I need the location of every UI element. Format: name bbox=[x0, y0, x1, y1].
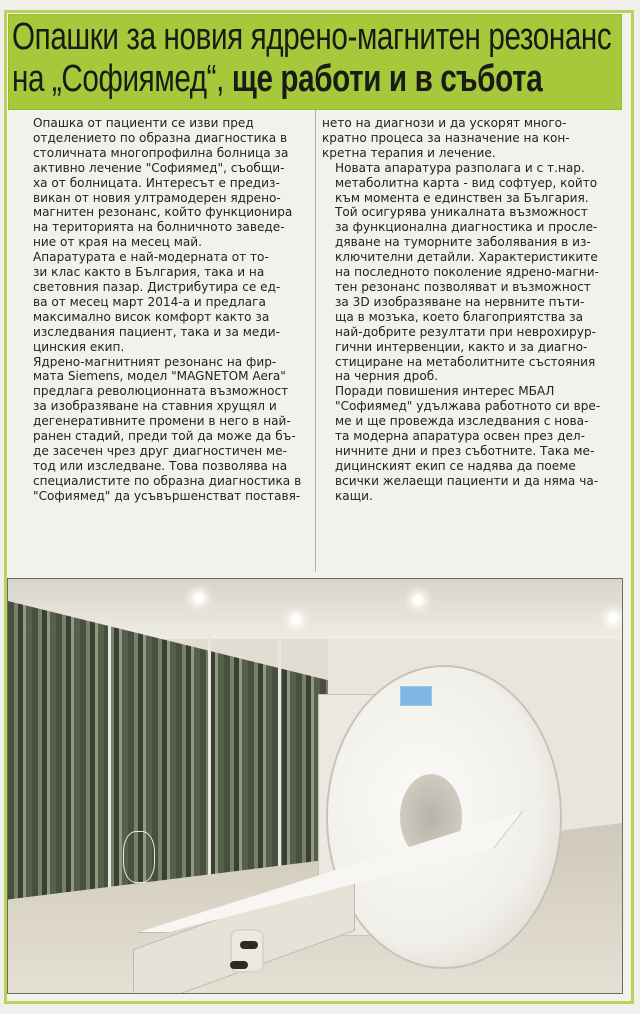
column-divider bbox=[315, 110, 316, 572]
paragraph-line: за функционална диагностика и просле- bbox=[335, 220, 598, 235]
paragraph-line: ме и ще провежда изследвания с нова- bbox=[335, 414, 589, 429]
paragraph-line: на последното поколение ядрено-магни- bbox=[335, 265, 599, 280]
paragraph-line: дегенеративните промени в него в най- bbox=[33, 414, 291, 429]
paragraph-line: тод или изследване. Това позволява на bbox=[33, 458, 288, 473]
article-photo bbox=[7, 578, 623, 994]
paragraph-line: метаболитна карта - вид софтуер, който bbox=[335, 175, 598, 190]
iv-tube bbox=[123, 831, 155, 883]
paragraph-line: цинския екип. bbox=[33, 339, 125, 354]
article-paragraph bbox=[322, 161, 618, 385]
article-paragraph bbox=[20, 355, 312, 504]
ceiling-light bbox=[194, 593, 204, 603]
headline-line-1: Опашки за новия ядрено-магнитен резонанс bbox=[12, 16, 612, 58]
paragraph-line: ранен стадий, преди той да може да бъ- bbox=[33, 429, 296, 444]
paragraph-line: световния пазар. Дистрибутира се ед- bbox=[33, 279, 281, 294]
paragraph-line: кретна терапия и лечение. bbox=[322, 145, 496, 160]
headline-bold: ще работи и в събота bbox=[224, 58, 543, 100]
paragraph-line: предлага революционната възможност bbox=[33, 384, 289, 399]
paragraph-line: ва от месец март 2014-а и предлага bbox=[33, 294, 266, 309]
paragraph-line: специалистите по образна диагностика в bbox=[33, 473, 302, 488]
article-paragraph bbox=[20, 116, 312, 250]
paragraph-line: мата Siemens, модел "MAGNETOM Aera" bbox=[33, 369, 286, 384]
paragraph-line: викан от новия ултрамодерен ядрено- bbox=[33, 190, 281, 205]
left-column bbox=[20, 116, 312, 504]
article-paragraph bbox=[20, 250, 312, 354]
paragraph-line: дицинският екип се надява да поеме bbox=[335, 458, 576, 473]
panel-seam bbox=[278, 639, 281, 899]
paragraph-line: отделението по образна диагностика в bbox=[33, 130, 288, 145]
paragraph-line: Апаратурата е най-модерната от то- bbox=[33, 250, 269, 265]
paragraph-line: Той осигурява уникалната възможност bbox=[335, 205, 588, 220]
paragraph-line: за 3D изобразяване на нервните пъти- bbox=[335, 294, 585, 309]
ceiling-light bbox=[413, 595, 423, 605]
paragraph-line: Поради повишения интерес МБАЛ bbox=[335, 384, 555, 399]
paragraph-line: ничните дни и през съботните. Така ме- bbox=[335, 443, 595, 458]
paragraph-line: зи клас както в България, така и на bbox=[33, 265, 265, 280]
paragraph-line: всички желаещи пациенти и да няма ча- bbox=[335, 473, 599, 488]
paragraph-line: дяване на туморните заболявания в из- bbox=[335, 235, 591, 250]
paragraph-line: нето на диагнози и да ускорят много- bbox=[322, 116, 567, 130]
ceiling-light bbox=[291, 615, 301, 625]
paragraph-line: за изобразяване на ставния хрущял и bbox=[33, 399, 277, 414]
paragraph-line: Опашка от пациенти се изви пред bbox=[33, 116, 254, 130]
paragraph-line: тен резонанс позволяват и възможност bbox=[335, 279, 591, 294]
paragraph-line: Новата апаратура разполага и с т.нар. bbox=[335, 160, 585, 175]
paragraph-line: кратно процеса за назначение на кон- bbox=[322, 130, 570, 145]
paragraph-line: изследвания пациент, така и за меди- bbox=[33, 324, 280, 339]
article-paragraph bbox=[322, 116, 618, 161]
paragraph-line: магнитен резонанс, който функционира bbox=[33, 205, 293, 220]
paragraph-line: на черния дроб. bbox=[335, 369, 439, 384]
paragraph-line: към момента е единствен за България. bbox=[335, 190, 589, 205]
coil-pad bbox=[240, 941, 258, 949]
paragraph-line: кащи. bbox=[335, 488, 373, 503]
paragraph-line: ключителни детайли. Характеристиките bbox=[335, 250, 598, 265]
article-paragraph bbox=[322, 384, 618, 503]
paragraph-line: "Софиямед" да усъвършенстват поставя- bbox=[33, 488, 301, 503]
article-headline bbox=[12, 16, 612, 100]
paragraph-line: Ядрено-магнитният резонанс на фир- bbox=[33, 354, 277, 369]
coil-pad bbox=[230, 961, 248, 969]
paragraph-line: максимално висок комфорт както за bbox=[33, 309, 270, 324]
headline-regular: на „Софиямед“, bbox=[12, 58, 225, 100]
paragraph-line: най-добрите резултати при неврохирур- bbox=[335, 324, 596, 339]
headline-line-2 bbox=[12, 58, 543, 100]
paragraph-line: "Софиямед" удължава работното си вре- bbox=[335, 399, 601, 414]
paragraph-line: ща в мозъка, което благоприятства за bbox=[335, 309, 583, 324]
paragraph-line: та модерна апаратура освен през дел- bbox=[335, 429, 585, 444]
paragraph-line: стициране на метаболитните състояния bbox=[335, 354, 596, 369]
paragraph-line: гични интервенции, както и за диагно- bbox=[335, 339, 588, 354]
paragraph-line: на територията на болничното заведе- bbox=[33, 220, 285, 235]
paragraph-line: ха от болницата. Интересът е предиз- bbox=[33, 175, 280, 190]
mri-display bbox=[400, 686, 432, 706]
ceiling-light bbox=[608, 613, 618, 623]
right-column bbox=[322, 116, 618, 504]
paragraph-line: активно лечение "Софиямед", съобщи- bbox=[33, 160, 285, 175]
paragraph-line: де засечен чрез друг диагностичен ме- bbox=[33, 443, 287, 458]
paragraph-line: ние от края на месец май. bbox=[33, 235, 202, 250]
paragraph-line: столичната многопрофилна болница за bbox=[33, 145, 289, 160]
